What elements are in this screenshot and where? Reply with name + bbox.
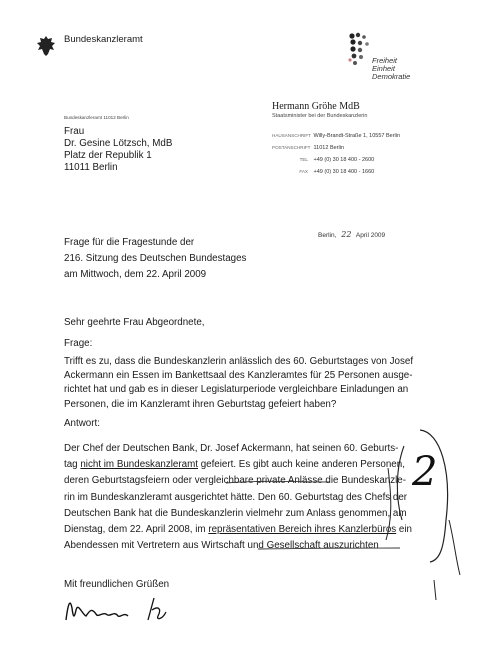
answer-line: Abendessen mit Vertretern aus Wirtschaft und Gesellschaft auszurichten xyxy=(64,540,379,552)
subject-line-2: 216. Sitzung des Deutschen Bundestages xyxy=(64,253,247,264)
answer-line: Deutschen Bank hat die Bundeskanzlerin vielmehr zum Anlass genommen, am xyxy=(64,507,407,519)
recipient-line-3: Platz der Republik 1 xyxy=(64,150,152,161)
contact-value-fax: +49 (0) 30 18 400 - 1660 xyxy=(313,169,375,175)
contact-key-tel: TEL xyxy=(299,157,308,162)
contact-value-postal: 11012 Berlin xyxy=(313,145,345,151)
contact-key-address: HAUSANSCHRIFT xyxy=(272,133,312,138)
question-line: Trifft es zu, dass die Bundeskanzlerin anlässlich des 60. Geburtstages von Josef xyxy=(64,356,414,367)
contact-value-address: Willy-Brandt-Straße 1, 10557 Berlin xyxy=(313,133,401,139)
date-day: 22 xyxy=(341,230,352,239)
subject-line-1: Frage für die Fragestunde der xyxy=(64,237,195,248)
date-city: Berlin, xyxy=(318,232,337,239)
salutation: Sehr geehrte Frau Abgeordnete, xyxy=(64,317,205,328)
sender-name: Hermann Gröhe MdB xyxy=(272,101,360,112)
answer-line: tag nicht im Bundeskanzleramt gefeiert. Es gibt auch keine anderen Personen, xyxy=(64,459,405,471)
underlined-phrase: nicht im Bundeskanzleramt xyxy=(80,459,198,471)
answer-line: rin im Bundeskanzleramt ausgerichtet hätte. Den 60. Geburtstag des Chefs der xyxy=(64,491,408,503)
answer-line: deren Geburtstagsfeiern oder vergleichbare private Anlässe die Bundeskanzle- xyxy=(64,475,407,487)
contact-key-fax: FAX xyxy=(299,169,308,174)
contact-value-tel: +49 (0) 30 18 400 - 2600 xyxy=(313,157,375,163)
question-line: richtet hat und gab es in dieser Legislaturperiode vergleichbare Einladungen an xyxy=(64,384,409,396)
margin-note-number: 2 xyxy=(412,449,438,495)
question-label: Frage: xyxy=(64,338,93,349)
date-month-year: April 2009 xyxy=(355,232,386,239)
question-line: Personen, die im Kanzleramt ihren Geburtstag gefeiert haben? xyxy=(64,398,337,410)
header-org-name: Bundeskanzleramt xyxy=(64,34,143,45)
answer-line: Der Chef der Deutschen Bank, Dr. Josef Ackermann, hat seinen 60. Geburts- xyxy=(64,443,399,454)
question-line: Ackermann ein Essen im Bankettsaal des Kanzleramtes für 25 Personen ausge- xyxy=(64,370,413,382)
slogan-line-3: Demokratie xyxy=(372,72,411,81)
slogan-line-2: Einheit xyxy=(372,64,395,73)
recipient-line-2: Dr. Gesine Lötzsch, MdB xyxy=(64,138,173,149)
contact-key-postal: POSTANSCHRIFT xyxy=(272,145,311,150)
answer-label: Antwort: xyxy=(64,418,100,429)
return-address: Bundeskanzleramt 11012 Berlin xyxy=(64,115,129,120)
subject-line-3: am Mittwoch, dem 22. April 2009 xyxy=(64,269,207,280)
slogan-line-1: Freiheit xyxy=(372,56,398,65)
recipient-line-4: 11011 Berlin xyxy=(64,162,118,173)
underlined-phrase: repräsentativen Bereich ihres Kanzlerbüros xyxy=(208,524,397,536)
answer-line: Dienstag, dem 22. April 2008, im repräsentativen Bereich ihres Kanzlerbüros ein xyxy=(64,524,412,536)
recipient-line-1: Frau xyxy=(64,126,85,137)
closing: Mit freundlichen Grüßen xyxy=(64,579,170,590)
sender-role: Staatsminister bei der Bundeskanzlerin xyxy=(272,113,368,119)
